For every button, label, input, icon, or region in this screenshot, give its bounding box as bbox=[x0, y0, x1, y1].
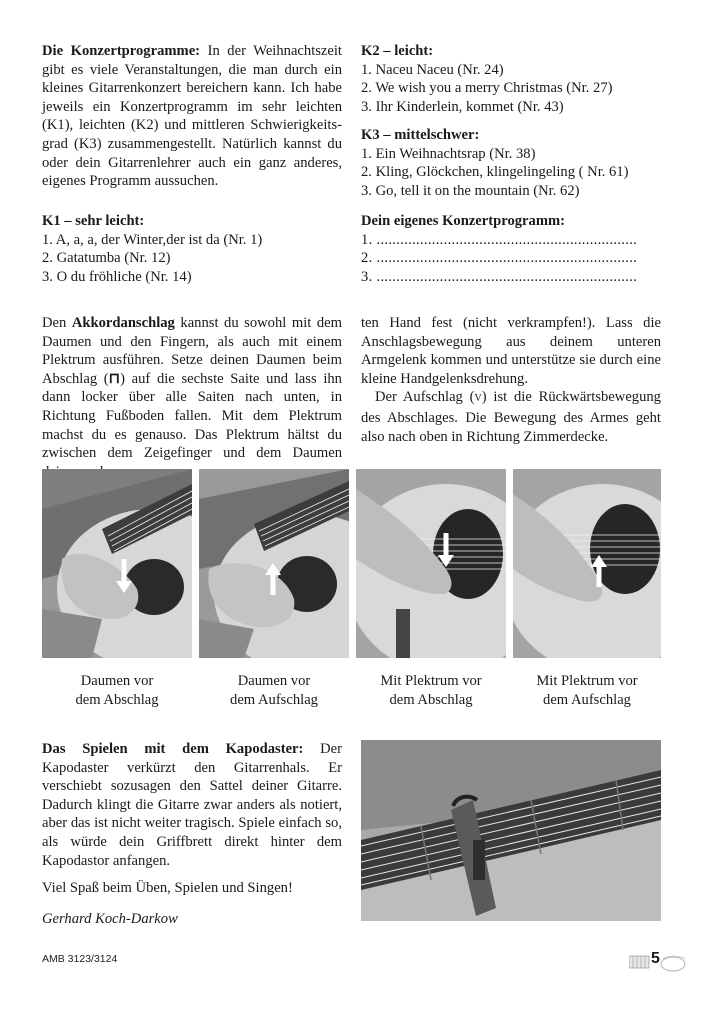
capo-paragraph bbox=[42, 740, 342, 870]
photo-pick-upstroke bbox=[513, 469, 661, 658]
akkord-paragraph-left bbox=[42, 314, 342, 481]
caption-line: Daumen vor bbox=[80, 673, 154, 689]
own-program-title: Dein eigenes Konzertprogramm: bbox=[361, 213, 565, 229]
downstroke-symbol: ⊓ bbox=[108, 370, 121, 387]
capo-text: Der Kapodaster verkürzt den Gitarrenhals. Er verschiebt sozusagen den Sattel deiner Gitarre. Dadurch klingt die Gitarre zwar anders als notiert, aber das ist nicht weiter tragisch. Spiele einfach so, als würde dein Griffbrett direkt hinter dem Kapodastor anfangen. bbox=[42, 741, 342, 869]
akkord-text-a: kannst du sowohl mit dem Daumen und den Fingern, als auch mit einem Plektrum ausführen. Setze deinen Daumen beim Abschlag ( bbox=[42, 315, 342, 387]
own-program-line: 1. .................................................................. bbox=[361, 231, 638, 248]
page-number: 5 bbox=[651, 950, 660, 967]
k3-title: K3 – mittelschwer: bbox=[361, 127, 480, 143]
photo-capo bbox=[361, 740, 661, 921]
k3-list bbox=[361, 126, 671, 200]
photo-thumb-upstroke bbox=[199, 469, 349, 658]
k1-title: K1 – sehr leicht: bbox=[42, 213, 145, 229]
author-signature: Gerhard Koch-Darkow bbox=[42, 911, 178, 927]
caption-pick-downstroke bbox=[356, 672, 506, 709]
caption-thumb-upstroke bbox=[199, 672, 349, 709]
intro-paragraph bbox=[42, 42, 342, 191]
k3-item: 3. Go, tell it on the mountain (Nr. 62) bbox=[361, 182, 580, 199]
caption-line: Daumen vor bbox=[237, 673, 311, 689]
closing-line: Viel Spaß beim Üben, Spielen und Singen! bbox=[42, 880, 293, 896]
photo-pick-downstroke bbox=[356, 469, 506, 658]
k1-item: 2. Gatatumba (Nr. 12) bbox=[42, 250, 171, 267]
k2-title: K2 – leicht: bbox=[361, 43, 434, 59]
k2-item: 1. Naceu Naceu (Nr. 24) bbox=[361, 61, 504, 78]
caption-line: dem Aufschlag bbox=[543, 691, 631, 708]
intro-bold: Die Konzertprogramme: bbox=[42, 43, 201, 59]
k3-item: 1. Ein Weihnachtsrap (Nr. 38) bbox=[361, 145, 536, 162]
akkord-text-b: ) auf die sechste Saite und lass ihn dann locker über alle Saiten nach unten, in Richtung Fußboden fallen. Mit dem Plektrum machst du es genauso. Das Plektrum hältst du zwischen dem Zeigefinger und dem Daumen bbox=[42, 370, 342, 462]
upstroke-symbol: V bbox=[474, 393, 482, 405]
caption-line: dem Abschlag bbox=[75, 691, 159, 708]
k3-item: 2. Kling, Glöckchen, klingelingeling ( Nr. 61) bbox=[361, 164, 629, 181]
akkord-paragraph-right bbox=[361, 314, 661, 446]
akkord-right-p2-b: ) ist die Rückwärtsbewegung des Abschlages. Die Bewegung des Armes geht also nach oben in Richtung Zimmerdecke. bbox=[361, 389, 661, 445]
akkord-right-p2-a: Der Aufschlag ( bbox=[375, 389, 475, 406]
k1-item: 3. O du fröhliche (Nr. 14) bbox=[42, 268, 192, 285]
caption-thumb-downstroke bbox=[42, 672, 192, 709]
akkord-right-p1: ten Hand fest (nicht verkrampfen!). Lass die Anschlagsbewegung aus deinem unteren Armgelenk kommen und unterstütze sie durch eine kleine Handgelenksdrehung. bbox=[361, 315, 661, 387]
own-program-line: 2. .................................................................. bbox=[361, 250, 638, 267]
caption-line: Mit Plektrum vor bbox=[380, 673, 482, 689]
caption-line: dem Abschlag bbox=[389, 691, 473, 708]
own-program-list bbox=[361, 212, 671, 286]
caption-pick-upstroke bbox=[512, 672, 662, 709]
akkord-pre: Den bbox=[42, 315, 72, 331]
k2-list bbox=[361, 42, 671, 116]
akkord-bold: Akkordanschlag bbox=[71, 315, 175, 331]
k1-list bbox=[42, 212, 342, 286]
k1-item: 1. A, a, a, der Winter,der ist da (Nr. 1) bbox=[42, 231, 263, 248]
capo-bold: Das Spielen mit dem Kapodaster: bbox=[42, 741, 304, 757]
caption-line: Mit Plektrum vor bbox=[536, 673, 638, 689]
caption-line: dem Aufschlag bbox=[230, 691, 318, 708]
k2-item: 2. We wish you a merry Christmas (Nr. 27) bbox=[361, 80, 613, 97]
k2-item: 3. Ihr Kinderlein, kommet (Nr. 43) bbox=[361, 98, 564, 115]
photo-thumb-downstroke bbox=[42, 469, 192, 658]
intro-text: In der Weihnachtszeit gibt es viele Veranstaltungen, die man durch ein kleines Gitarrenkonzert bereichern kann. Ich habe jeweils ein Konzertprogramm im sehr leichten (K1), leichten (K2) und mittleren Schwierigkeits-grad (K3) zusammengestellt. Natürlich kannst du oder dein Gitarrenlehrer auch ein ganz anderes, eigenes Programm aussuchen. bbox=[42, 43, 342, 190]
own-program-line: 3. .................................................................. bbox=[361, 268, 638, 285]
footer-code: AMB 3123/3124 bbox=[42, 953, 118, 965]
